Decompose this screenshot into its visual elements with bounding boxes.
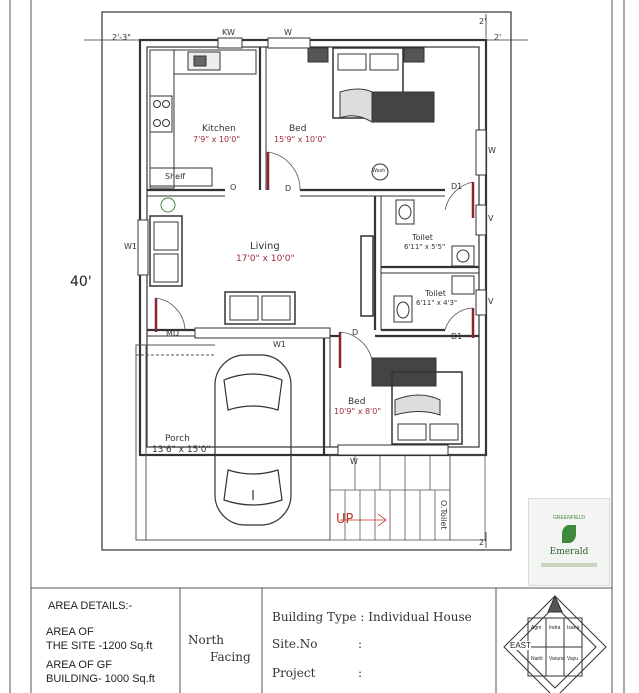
gf-area-line1: AREA OF GF (46, 659, 113, 671)
kitchen-fixtures (150, 50, 256, 188)
car-icon (215, 355, 291, 525)
bed-top-name: Bed (289, 124, 307, 134)
right-setback-dim: 2' (494, 33, 502, 42)
bed-bottom-furniture (372, 358, 462, 444)
kitchen-name: Kitchen (202, 124, 236, 134)
v1-label: V (488, 214, 494, 223)
toilet-2-size: 6'11" x 4'3" (416, 299, 458, 307)
logo-brand-top: GREENFIELD (553, 515, 585, 521)
w1-left-label: W1 (124, 242, 137, 251)
leaf-icon (562, 525, 576, 543)
w-top-label: W (284, 28, 292, 37)
toilet-1-size: 6'11" x 5'5" (404, 243, 446, 251)
site-no-label: Site.No (272, 637, 318, 651)
site-no-sep: : (358, 637, 363, 651)
compass-cell-6: Vayu (567, 656, 579, 662)
gf-area-line2: BUILDING- 1000 Sq.ft (46, 673, 155, 685)
o-toilet-label: O.Toilet (439, 500, 448, 530)
d-bed-label: D (285, 184, 292, 193)
kitchen-size: 7'9" x 10'0" (193, 135, 241, 144)
porch-size: 13'6" x 15'0" (152, 445, 211, 455)
d-bed2-label: D (352, 328, 359, 337)
d1b-label: D1 (451, 332, 463, 341)
project-label: Project (272, 666, 316, 680)
bed-bottom-name: Bed (348, 397, 366, 407)
md-label: MD (166, 329, 180, 338)
w-stair-label: W (350, 457, 358, 466)
logo-name: Emerald (549, 547, 589, 557)
porch-name: Porch (165, 434, 190, 444)
compass-cell-4: Nairti (531, 656, 543, 662)
bed-bottom-size: 10'9" x 8'0" (334, 407, 382, 416)
compass-east: EAST (510, 641, 531, 650)
living-size: 17'0" x 10'0" (236, 254, 295, 264)
building-type: Building Type : Individual House (272, 610, 472, 624)
bottom-setback-dim: 2' (479, 538, 487, 547)
facing-line1: North (188, 633, 225, 647)
project-sep: : (358, 666, 363, 680)
up-label: UP (336, 512, 354, 527)
staircase (330, 455, 485, 540)
shelf-label: Shelf (165, 172, 186, 181)
facing-line2: Facing (210, 650, 251, 664)
kw-label: KW (222, 28, 235, 37)
toilet-2-name: Toilet (425, 289, 446, 298)
compass-cell-3: Isana (567, 625, 580, 631)
living-name: Living (250, 241, 280, 252)
bed-top-furniture (308, 48, 434, 180)
toilet-1-name: Toilet (412, 233, 433, 242)
compass-cell-1: Agni (531, 625, 542, 631)
v2-label: V (488, 297, 494, 306)
bed-top-size: 15'9" x 10'0" (274, 135, 327, 144)
brand-logo (528, 498, 610, 586)
area-heading: AREA DETAILS:- (48, 600, 133, 612)
site-area-line2: THE SITE -1200 Sq.ft (46, 640, 153, 652)
o-label: O (230, 183, 237, 192)
w-right-label: W (488, 146, 496, 155)
top-setback-dim: 2' (479, 17, 487, 26)
washbasin-label: Wash (372, 168, 386, 174)
compass-cell-5: Varuna (549, 656, 565, 662)
site-area-line1: AREA OF (46, 626, 94, 638)
compass-cell-2: Indra (549, 625, 561, 631)
d1a-label: D1 (451, 182, 463, 191)
left-setback-dim: 2'-3" (112, 33, 131, 42)
w1-mid-label: W1 (273, 340, 286, 349)
depth-dim: 40' (70, 274, 92, 290)
logo-bar (541, 563, 597, 567)
